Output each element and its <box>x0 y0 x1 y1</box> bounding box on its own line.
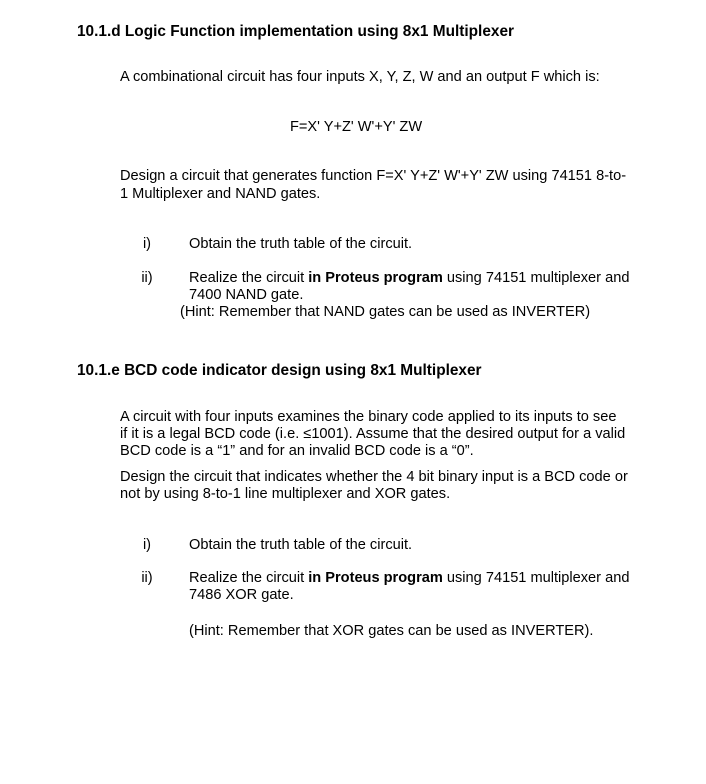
section-d-item-2-number: ii) <box>141 270 153 286</box>
section-e-para2-line2: not by using 8-to-1 line multiplexer and XOR gates. <box>120 486 451 502</box>
section-d-intro: A combinational circuit has four inputs X, Y, Z, W and an output F which is: <box>120 69 600 85</box>
section-e-item-2-line2: 7486 XOR gate. <box>189 587 294 603</box>
section-d-heading: 10.1.d Logic Function implementation using 8x1 Multiplexer <box>77 23 514 40</box>
section-d-equation: F=X' Y+Z' W'+Y' ZW <box>290 119 423 135</box>
section-e-heading: 10.1.e BCD code indicator design using 8x1 Multiplexer <box>77 362 482 379</box>
section-e-item-2-number: ii) <box>141 570 153 586</box>
section-d-design-line1: Design a circuit that generates function F=X' Y+Z' W'+Y' ZW using 74151 8-to- <box>120 168 627 184</box>
section-e-item-2-line1 <box>189 570 629 587</box>
section-d-item-2-post: using 74151 multiplexer and <box>442 270 630 286</box>
section-e-para1-line3: BCD code is a “1” and for an invalid BCD code is a “0”. <box>120 443 474 459</box>
section-e-item-1-number: i) <box>142 537 152 553</box>
section-d-item-2-pre: Realize the circuit <box>189 270 309 286</box>
section-e-item-2-hint: (Hint: Remember that XOR gates can be used as INVERTER). <box>189 623 594 639</box>
section-d-item-1-number: i) <box>142 236 152 252</box>
section-e-item-2-post: using 74151 multiplexer and <box>442 570 630 586</box>
section-e-item-1-text: Obtain the truth table of the circuit. <box>189 537 413 553</box>
section-e-para1-line2: if it is a legal BCD code (i.e. ≤1001). Assume that the desired output for a valid <box>120 426 626 442</box>
section-d-item-2-bold: in Proteus program <box>308 270 443 286</box>
section-e-para1-line1: A circuit with four inputs examines the binary code applied to its inputs to see <box>120 409 617 425</box>
section-e-item-2-bold: in Proteus program <box>308 570 443 586</box>
section-e-para2-line1: Design the circuit that indicates whether the 4 bit binary input is a BCD code or <box>120 469 628 485</box>
section-d-item-1-text: Obtain the truth table of the circuit. <box>189 236 413 252</box>
section-d-item-2-line1 <box>189 270 629 287</box>
section-d-item-2-line2: 7400 NAND gate. <box>189 287 304 303</box>
section-d-item-2-hint: (Hint: Remember that NAND gates can be used as INVERTER) <box>180 304 591 320</box>
section-e-item-2-pre: Realize the circuit <box>189 570 309 586</box>
section-d-design-line2: 1 Multiplexer and NAND gates. <box>120 186 321 202</box>
